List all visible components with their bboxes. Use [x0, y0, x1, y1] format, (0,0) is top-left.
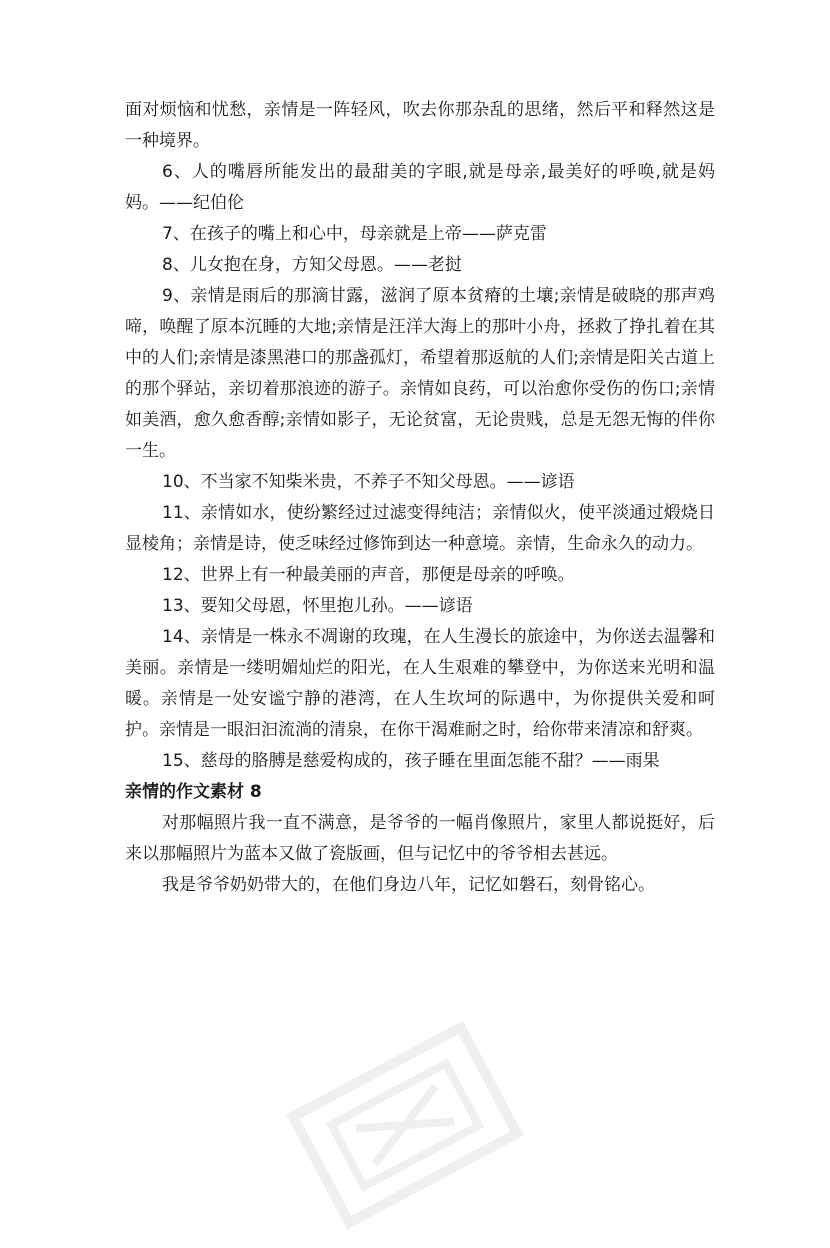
paragraph-quote-9: 9、亲情是雨后的那滴甘露，滋润了原本贫瘠的土壤;亲情是破晓的那声鸡啼，唤醒了原本沉睡的大地;亲情是汪洋大海上的那叶小舟，拯救了挣扎着在其中的人们;亲情是漆黑港口的那盏孤灯，希望着那返航的人们;亲情是阳关古道上的那个驿站，亲切着那浪迹的游子。亲情如良药，可以治愈你受伤的伤口;亲情如美酒，愈久愈香醇;亲情如影子，无论贫富，无论贵贱，总是无怨无悔的伴你一生。 — [125, 286, 715, 461]
paragraph-quote-13: 13、要知父母恩，怀里抱儿孙。——谚语 — [162, 596, 473, 616]
document-page — [125, 95, 715, 901]
paragraph-quote-14: 14、亲情是一株永不凋谢的玫瑰，在人生漫长的旅途中，为你送去温馨和美丽。亲情是一缕明媚灿烂的阳光，在人生艰难的攀登中，为你送来光明和温暖。亲情是一处安谧宁静的港湾，在人生坎坷的际遇中，为你提供关爱和呵护。亲情是一眼汩汩流淌的清泉，在你干渴难耐之时，给你带来清凉和舒爽。 — [125, 627, 715, 740]
paragraph-quote-7: 7、在孩子的嘴上和心中，母亲就是上帝——萨克雷 — [162, 224, 547, 244]
paragraph-quote-6: 6、人的嘴唇所能发出的最甜美的字眼,就是母亲,最美好的呼唤,就是妈妈。——纪伯伦 — [125, 162, 715, 213]
paragraph-intro: 面对烦恼和忧愁，亲情是一阵轻风，吹去你那杂乱的思绪，然后平和释然这是一种境界。 — [125, 100, 715, 151]
paragraph-quote-11: 11、亲情如水，使纷繁经过过滤变得纯洁；亲情似火，使平淡通过煅烧日显棱角；亲情是诗，使乏味经过修饰到达一种意境。亲情，生命永久的动力。 — [125, 503, 715, 554]
paragraph-quote-8: 8、儿女抱在身，方知父母恩。——老挝 — [162, 255, 462, 275]
section-heading: 亲情的作文素材 8 — [125, 782, 262, 802]
watermark-logo — [275, 1005, 536, 1245]
paragraph-quote-12: 12、世界上有一种最美丽的声音，那便是母亲的呼唤。 — [162, 565, 575, 585]
paragraph-memory: 我是爷爷奶奶带大的，在他们身边八年，记忆如磐石，刻骨铭心。 — [162, 875, 655, 895]
paragraph-quote-15: 15、慈母的胳膊是慈爱构成的，孩子睡在里面怎能不甜？——雨果 — [162, 751, 660, 771]
paragraph-photo: 对那幅照片我一直不满意，是爷爷的一幅肖像照片，家里人都说挺好，后来以那幅照片为蓝本又做了瓷版画，但与记忆中的爷爷相去甚远。 — [125, 813, 715, 864]
paragraph-quote-10: 10、不当家不知柴米贵，不养子不知父母恩。——谚语 — [162, 472, 575, 492]
watermark-icon — [275, 1005, 536, 1245]
